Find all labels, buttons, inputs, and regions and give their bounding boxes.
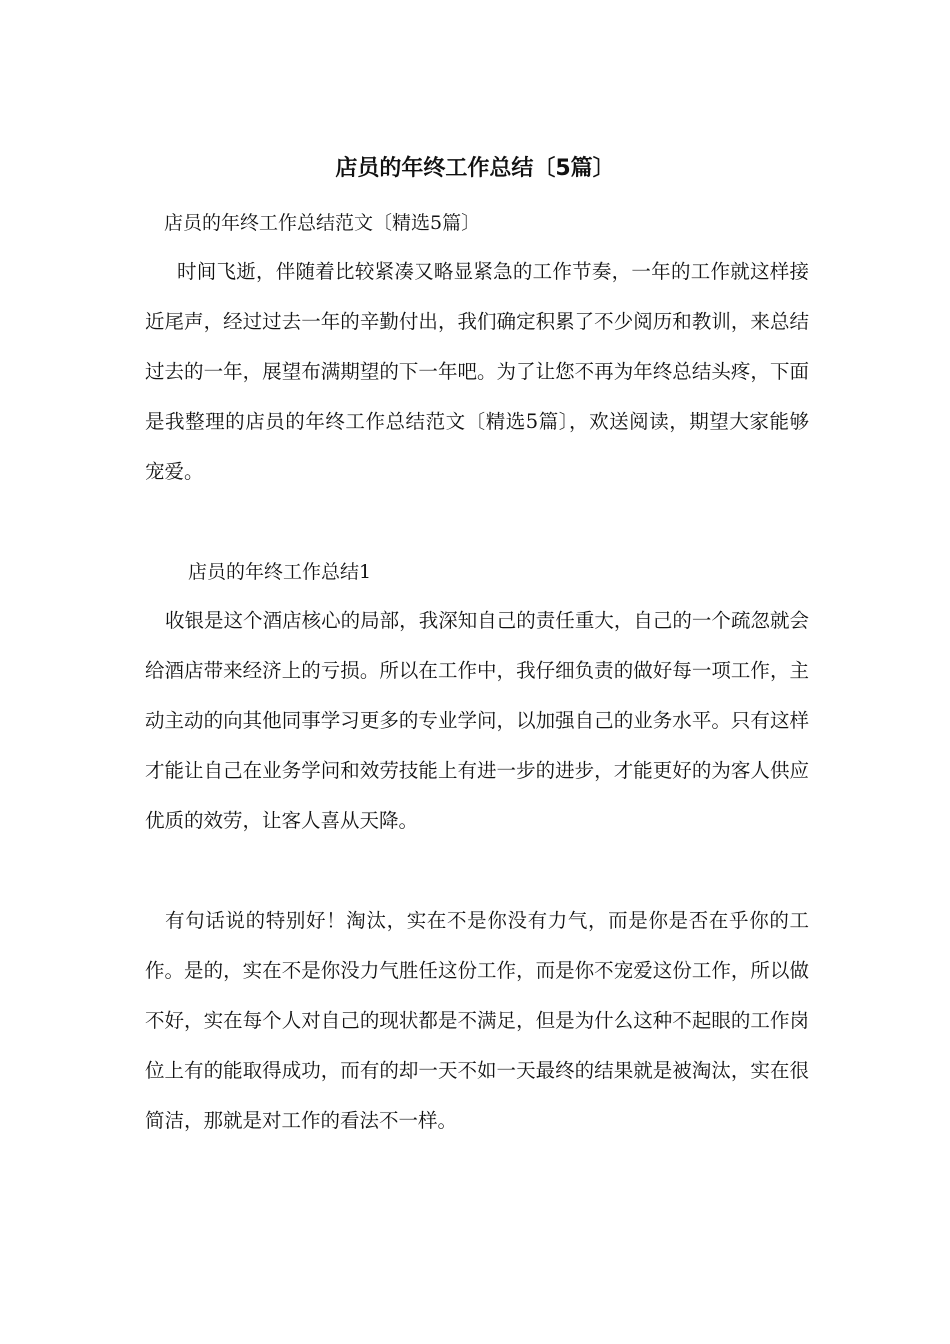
body-paragraph: 有句话说的特别好！淘汰，实在不是你没有力气，而是你是否在乎你的工作。是的，实在不是你没力气胜任这份工作，而是你不宠爱这份工作，所以做不好，实在每个人对自己的现状都是不满足，但是为什么这种不起眼的工作岗位上有的能取得成功，而有的却一天不如一天最终的结果就是被淘汰，实在很简洁，那就是对工作的看法不一样。 [145,909,809,1132]
section-heading: 店员的年终工作总结1 [188,561,372,583]
document-title: 店员的年终工作总结〔5篇〕 [335,156,615,181]
document-subtitle: 店员的年终工作总结范文〔精选5篇〕 [164,212,481,234]
intro-paragraph: 时间飞逝，伴随着比较紧凑又略显紧急的工作节奏，一年的工作就这样接近尾声，经过过去一年的辛勤付出，我们确定积累了不少阅历和教训，来总结过去的一年，展望布满期望的下一年吧。为了让您不再为年终总结头疼，下面是我整理的店员的年终工作总结范文〔精选5篇〕，欢送阅读，期望大家能够宠爱。 [145,260,809,483]
body-paragraph: 收银是这个酒店核心的局部，我深知自己的责任重大，自己的一个疏忽就会给酒店带来经济上的亏损。所以在工作中，我仔细负责的做好每一项工作，主动主动的向其他同事学习更多的专业学问，以加强自己的业务水平。只有这样才能让自己在业务学问和效劳技能上有进一步的进步，才能更好的为客人供应优质的效劳，让客人喜从天降。 [145,609,809,832]
